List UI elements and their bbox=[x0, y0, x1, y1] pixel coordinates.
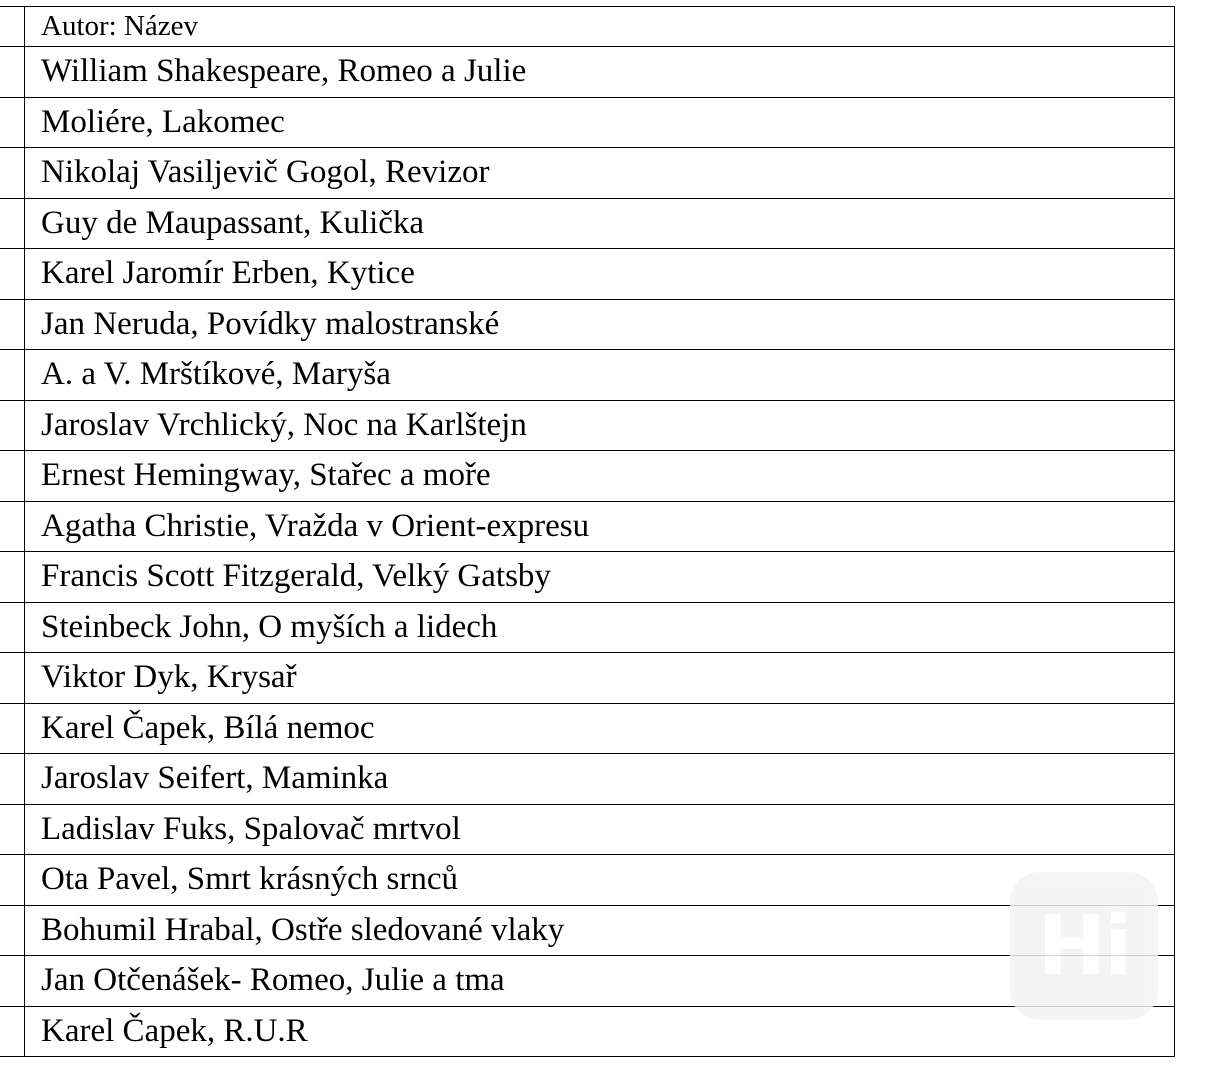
table-row bbox=[0, 552, 1175, 603]
index-cell bbox=[0, 905, 25, 956]
index-cell bbox=[0, 148, 25, 199]
table-row bbox=[0, 148, 1175, 199]
index-cell bbox=[0, 855, 25, 906]
index-cell bbox=[0, 7, 25, 47]
index-cell bbox=[0, 350, 25, 401]
book-entry: Francis Scott Fitzgerald, Velký Gatsby bbox=[25, 552, 1175, 603]
index-cell bbox=[0, 501, 25, 552]
index-cell bbox=[0, 47, 25, 98]
table-row bbox=[0, 249, 1175, 300]
book-entry: A. a V. Mrštíkové, Maryša bbox=[25, 350, 1175, 401]
book-entry: Jaroslav Seifert, Maminka bbox=[25, 754, 1175, 805]
table-row bbox=[0, 1006, 1175, 1057]
index-cell bbox=[0, 97, 25, 148]
book-entry: Agatha Christie, Vražda v Orient-expresu bbox=[25, 501, 1175, 552]
index-cell bbox=[0, 299, 25, 350]
book-entry: Moliére, Lakomec bbox=[25, 97, 1175, 148]
book-entry: Bohumil Hrabal, Ostře sledované vlaky bbox=[25, 905, 1175, 956]
table-row bbox=[0, 350, 1175, 401]
index-cell bbox=[0, 602, 25, 653]
table-row bbox=[0, 602, 1175, 653]
index-cell bbox=[0, 804, 25, 855]
book-entry: Ladislav Fuks, Spalovač mrtvol bbox=[25, 804, 1175, 855]
table-row bbox=[0, 501, 1175, 552]
header-cell: Autor: Název bbox=[25, 7, 1175, 47]
index-cell bbox=[0, 249, 25, 300]
book-entry: Karel Čapek, R.U.R bbox=[25, 1006, 1175, 1057]
book-entry: Karel Čapek, Bílá nemoc bbox=[25, 703, 1175, 754]
book-entry: Guy de Maupassant, Kulička bbox=[25, 198, 1175, 249]
table-row bbox=[0, 956, 1175, 1007]
index-cell bbox=[0, 400, 25, 451]
book-entry: Jaroslav Vrchlický, Noc na Karlštejn bbox=[25, 400, 1175, 451]
index-cell bbox=[0, 451, 25, 502]
table-row bbox=[0, 905, 1175, 956]
index-cell bbox=[0, 754, 25, 805]
index-cell bbox=[0, 956, 25, 1007]
table-row bbox=[0, 198, 1175, 249]
table-row bbox=[0, 400, 1175, 451]
table-row bbox=[0, 754, 1175, 805]
table-row bbox=[0, 653, 1175, 704]
index-cell bbox=[0, 1006, 25, 1057]
index-cell bbox=[0, 198, 25, 249]
index-cell bbox=[0, 552, 25, 603]
table-header-row bbox=[0, 7, 1175, 47]
table-row bbox=[0, 451, 1175, 502]
book-entry: Nikolaj Vasiljevič Gogol, Revizor bbox=[25, 148, 1175, 199]
book-list-table bbox=[0, 6, 1175, 1057]
book-entry: Jan Neruda, Povídky malostranské bbox=[25, 299, 1175, 350]
watermark-logo bbox=[1010, 872, 1158, 1020]
book-entry: Steinbeck John, O myších a lidech bbox=[25, 602, 1175, 653]
watermark-text: Hi bbox=[1037, 898, 1131, 994]
table-row bbox=[0, 703, 1175, 754]
book-entry: Viktor Dyk, Krysař bbox=[25, 653, 1175, 704]
book-entry: William Shakespeare, Romeo a Julie bbox=[25, 47, 1175, 98]
table-row bbox=[0, 47, 1175, 98]
table-row bbox=[0, 855, 1175, 906]
book-entry: Karel Jaromír Erben, Kytice bbox=[25, 249, 1175, 300]
book-entry: Jan Otčenášek- Romeo, Julie a tma bbox=[25, 956, 1175, 1007]
index-cell bbox=[0, 703, 25, 754]
table-row bbox=[0, 804, 1175, 855]
table-row bbox=[0, 97, 1175, 148]
book-entry: Ernest Hemingway, Stařec a moře bbox=[25, 451, 1175, 502]
table-row bbox=[0, 299, 1175, 350]
index-cell bbox=[0, 653, 25, 704]
book-entry: Ota Pavel, Smrt krásných srnců bbox=[25, 855, 1175, 906]
